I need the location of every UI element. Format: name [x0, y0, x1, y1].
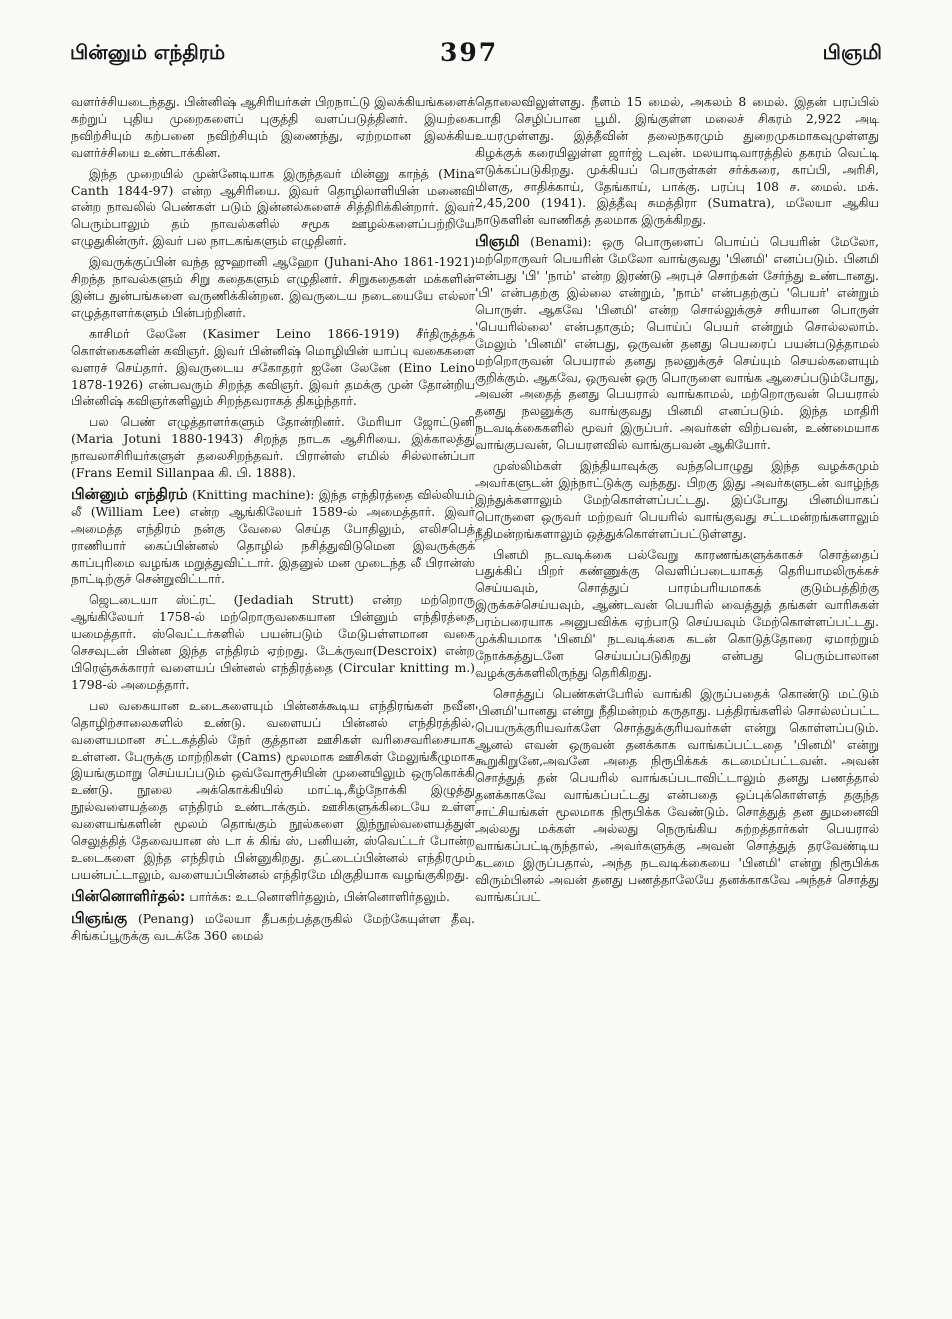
entry-body: (Knitting machine): இந்த எந்திரத்தை வில்லியம் லீ (William Lee) என்ற ஆங்கிலேயர் 1589-ல் அமைத்தார். இவர் அமைத்த எந்திரம் நன்கு வேலை செய்த போதிலும், எலிசபெத் ராணியார் கைப்பின்னல் தொழில் நசித்துவிடுமென இவருக்குக் காப்புரிமை வழங்க மறுத்துவிட்டார். இதனுல் மன முடைந்த லீ பிரான்ஸ் நாட்டிற்குச் சென்றுவிட்டார். [71, 486, 475, 587]
paragraph: ஜெடடையா ஸ்ட்ரட் (Jedadiah Strutt) என்ற மற்றொரு ஆங்கிலேயர் 1758-ல் மற்றொருவகையான பின்னும் எந்திரத்தை யமைத்தார். ஸ்வெட்டர்களில் பயன்படும் மேடுபள்ளமான வகை செசவுடன் பின்ன இந்த எந்திரம் ஏற்றது. டேக்ருவா(Descroix) என்ற பிரெஞ்சுக்காரர் வளையப் பின்னல் எந்திரத்தை (Circular knitting m.) 1798-ல் அமைத்தார். [71, 592, 475, 692]
entry-body: (Benami): ஒரு பொருளைப் பொய்ப் பெயரின் மேலோ, மற்றொருவர் பெயரின் மேலோ வாங்குவது 'பினமி' எனப்படும். பினமி என்பது 'பி' 'நாம்' என்ற இரண்டு அரபுச் சொற்கள் சேர்ந்து உண்டானது. 'பி' என்பதற்கு இல்லை என்றும், 'நாம்' என்பதற்குப் 'பெயர்' என்றும் பொருள். ஆகவே 'பினமி' என்ற சொல்லுக்குச் சரியான பொருள் 'பெயரில்லை' என்பதாகும்; பொய்ப் பெயர் என்றும் சொல்லலாம். மேலும் 'பினமி' என்பது, ஒருவன் தனது பெயரைப் பயன்படுத்தாமல் மற்றொருவன் பெயரால் தனது நலனுக்குச் செய்யும் செயல்களையும் குறிக்கும். ஆகவே, ஒருவன் ஒரு பொருளை வாங்க ஆசைப்படும்போது, அவன் அதைத் தனது பெயரால் வாங்காமல், மற்றொருவன் பெயரால் தனது நலனுக்கு வாங்குவது பினமி எனப்படும். இந்த மாதிரி நடவடிக்கைகளில் மூவர் இருப்பர். அவர்கள் விற்பவன், உண்மையாக வாங்குபவன், பெயரளவில் வாங்குபவன் ஆகியோர். [475, 234, 879, 453]
paragraph: தொலைவிலுள்ளது. நீளம் 15 மைல், அகலம் 8 மைல். இதன் பரப்பில் பாதி செழிப்பான பூமி. இங்குள்ள மலைச் சிகரம் 2,922 அடி உயரமுள்ளது. இத்தீவின் தலைநகரமும் துறைமுகமாகவுமுள்ளது கிழக்குக் கரையிலுள்ள ஜார்ஜ் டவுன். மலயாடிவாரத்தில் தகரம் வெட்டி எடுக்கப்படுகிறது. முக்கியப் பொருள்கள் சர்க்கரை, காப்பி, அரிசி, மிளகு, சாதிக்காய், தேங்காய், பாக்கு. பரப்பு 108 ச. மைல். மக். 2,45,200 (1941). இத்தீவு சுமத்திரா (Sumatra), மலேயா ஆகிய நாடுகளின் வாணிகத் தலமாக இருக்கிறது. [475, 94, 879, 228]
entry-headword: பின்னொளிர்தல்: [71, 886, 186, 905]
entry-headword: பின்னும் எந்திரம் [71, 484, 188, 503]
left-column [71, 94, 475, 1306]
running-head-right: பிஞமி [822, 40, 882, 64]
right-column [475, 94, 879, 1306]
paragraph: வளர்ச்சியடைந்தது. பின்னிஷ் ஆசிரியர்கள் பிறநாட்டு இலக்கியங்களைக் கற்றுப் புதிய முறைகளைப் புகுத்தி வளப்படுத்தினர். இயற்கை நவிற்சியும் கற்பனை நவிற்சியும் இணைந்து, ஏற்றமான இலக்கிய வளர்ச்சியை உண்டாக்கின. [71, 94, 475, 160]
entry-headword: பிஞமி [475, 232, 520, 251]
paragraph: காசிமர் லேனே (Kasimer Leino 1866-1919) சீர்திருத்தக் கொள்கைகளின் கவிஞர். இவர் பின்னிஷ் மொழியின் யாப்பு வகைகளை வளரச் செய்தார். இவருடைய சகோதரர் ஐனே லேனே (Eino Leino 1878-1926) என்பவரும் சிறந்த கவிஞர். இவர் தமக்கு முன் தோன்றிய பின்னிஷ் கவிஞர்களிலும் சிறந்தவராகத் திகழ்ந்தார். [71, 325, 475, 409]
paragraph: பல பெண் எழுத்தாளர்களும் தோன்றினர். மேரியா ஜோட்டுனி (Maria Jotuni 1880-1943) சிறந்த நாடக ஆசிரியை. இக்காலத்து நாவலாசிரியர்களுள் தலைசிறந்தவர். பிரான்ஸ் எமில் சில்லான்ப்பா (Frans Eemil Sillanpaa கி. பி. 1888). [71, 414, 475, 481]
entry-body: (Penang) மலேயா தீபகற்பத்தருகில் மேற்கேயுள்ள தீவு. சிங்கப்பூருக்கு வடக்கே 360 மைல் [71, 910, 475, 943]
running-head-left: பின்னும் எந்திரம் [70, 40, 226, 64]
entry-penang [71, 910, 475, 945]
page-number: 397 [440, 38, 499, 67]
paragraph: பல வகையான உடைகளையும் பின்னக்கூடிய எந்திரங்கள் நவீன தொழிற்சாலைகளில் உண்டு. வளையப் பின்னல் எந்திரத்தில், வளையமான சட்டகத்தில் நேர் குத்தான ஊசிகள் வரிசைவரிசையாக உள்ளன. பேருக்கு மாற்றிகள் (Cams) மூலமாக ஊசிகள் மேலுங்கீழுமாக இயங்குமாறு செய்யப்படும் ஒவ்வோரூசியின் முனையிலும் ஒருகொக்கி உண்டு. நூலை அக்கொக்கியில் மாட்டி,கீழ்நோக்கி இழுத்து நூல்வளையத்தை எந்திரம் உண்டாக்கும். ஊசிகளுக்கிடையே உள்ள வளையங்களின் மூலம் தொங்கும் நூல்களை இந்நூல்வளையத்துள் செலுத்தித் தேவையான ஸ் டா க் கிங் ஸ், பனியன், ஸ்வெட்டர் போன்ற உடைகளை இந்த எந்திரம் பின்னுகிறது. தட்டைப்பின்னல் எந்திரமும் பயன்பட்டாலும், வளையப்பின்னல் எந்திரமே மிகுதியாக வழங்குகிறது. [71, 697, 475, 882]
entry-knitting-machine [71, 486, 475, 588]
entry-headword: பிஞங்கு [71, 908, 128, 927]
page-header [0, 0, 952, 80]
paragraph: இந்த முறையில் முன்னேடியாக இருந்தவர் மின்னு காந்த் (Mina Canth 1844-97) என்ற ஆசிரியை. இவர் தொழிலாளியின் மனைவி என்ற நாவலில் பெண்கள் படும் இன்னல்களைச் சித்திரிக்கின்றார். இவர் பெரும்பாலும் தம் நாவல்களில் சமூக ஊழல்களைப்பற்றியே எழுதுகின்ருர். இவர் பல நாடகங்களும் எழுதினர். [71, 165, 475, 249]
entry-phosphorescence [71, 888, 475, 906]
paragraph: இவருக்குப்பின் வந்த ஜுஹானி ஆஹோ (Juhani-Aho 1861-1921) சிறந்த நாவல்களும் சிறு கதைகளும் எழுதினர். சிறுகதைகள் மக்களின் இன்ப துன்பங்களை வருணிக்கின்றன. இவருடைய நடையையே எல்லா எழுத்தாளர்களும் பின்பற்றினர். [71, 254, 475, 320]
entry-body: பார்க்க: உடனொளிர்தலும், பின்னொளிர்தலும். [185, 888, 450, 904]
paragraph: பினமி நடவடிக்கை பல்வேறு காரணங்களுக்காகச் சொத்தைப் பதுக்கிப் பிறர் கண்ணுக்கு வெளிப்படையாகத் தெரியாமலிருக்கச் செய்யவும், சொத்துப் பாரம்பரியமாகக் குடும்பத்திற்கு இருக்கச்செய்யவும், ஆண்டவன் பெயரில் வைத்துத் தங்கள் வாரிசுகள் பரம்பரையாக அனுபவிக்க ஏற்பாடு செய்யவும் மேற்கொள்ளப்பட்டது. முக்கியமாக 'பினமி' நடவடிக்கை கடன் கொடுத்தோரை ஏமாற்றும் நோக்கத்துடனே செய்யப்படுகிறது என்பது பெரும்பாலான வழக்குக்களிலிருந்து தெரிகிறது. [475, 546, 879, 680]
paragraph: சொத்துப் பெண்கள்பேரில் வாங்கி இருப்பதைக் கொண்டு மட்டும் 'பினமி'யானது என்று நீதிமன்றம் கருதாது. பத்திரங்களில் சொல்லப்பட்ட பெயருக்குரியவர்களே சொத்துக்குரியவர்கள் என்று கொள்ளப்படும். ஆனல் எவன் ஒருவன் தனக்காக வாங்கப்பட்டதை 'பினமி' என்று கூறுகிறுனே,அவனே அதை நிரூபிக்கக் கடமைப்பட்டவன். அவன் சொத்துத் தன் பெயரில் வாங்கப்படாவிட்டாலும் தனது பணத்தால் தனக்காகவே வாங்கப்பட்டது என்பதை ஒப்புக்கொள்ளத் தகுந்த சாட்சியங்கள் மூலமாக நிரூபிக்க வேண்டும். சொத்துத் தன துமனைவி அல்லது மக்கள் அல்லது நெருங்கிய சுற்றத்தார்கள் பெயரால் வாங்கப்பட்டிருந்தால், அவர்களுக்கு அவன் சொத்துத் தரவேண்டிய கடமை இருப்பதால், அந்த நடவடிக்கையை 'பினமி' என்று நிரூபிக்க விரும்பினல் அவன் தனது பணத்தாலேயே தனக்காகவே அந்தச் சொத்து வாங்கப்பட் [475, 685, 879, 904]
entry-benami [475, 233, 879, 454]
paragraph: முஸ்லிம்கள் இந்தியாவுக்கு வந்தபொழுது இந்த வழக்கமும் அவர்களுடன் இந்நாட்டுக்கு வந்தது. பிறகு இது அவர்களுடன் வாழ்ந்த இந்துக்களாலும் மேற்கொள்ளப்பட்டது. இப்போது பினமியாகப் பொருளை ஒருவர் மற்றவர் பெயரில் வாங்குவது சட்டமன்றங்களாலும் நீதிமன்றங்களாலும் ஒத்துக்கொள்ளப்பட்டுள்ளது. [475, 458, 879, 541]
